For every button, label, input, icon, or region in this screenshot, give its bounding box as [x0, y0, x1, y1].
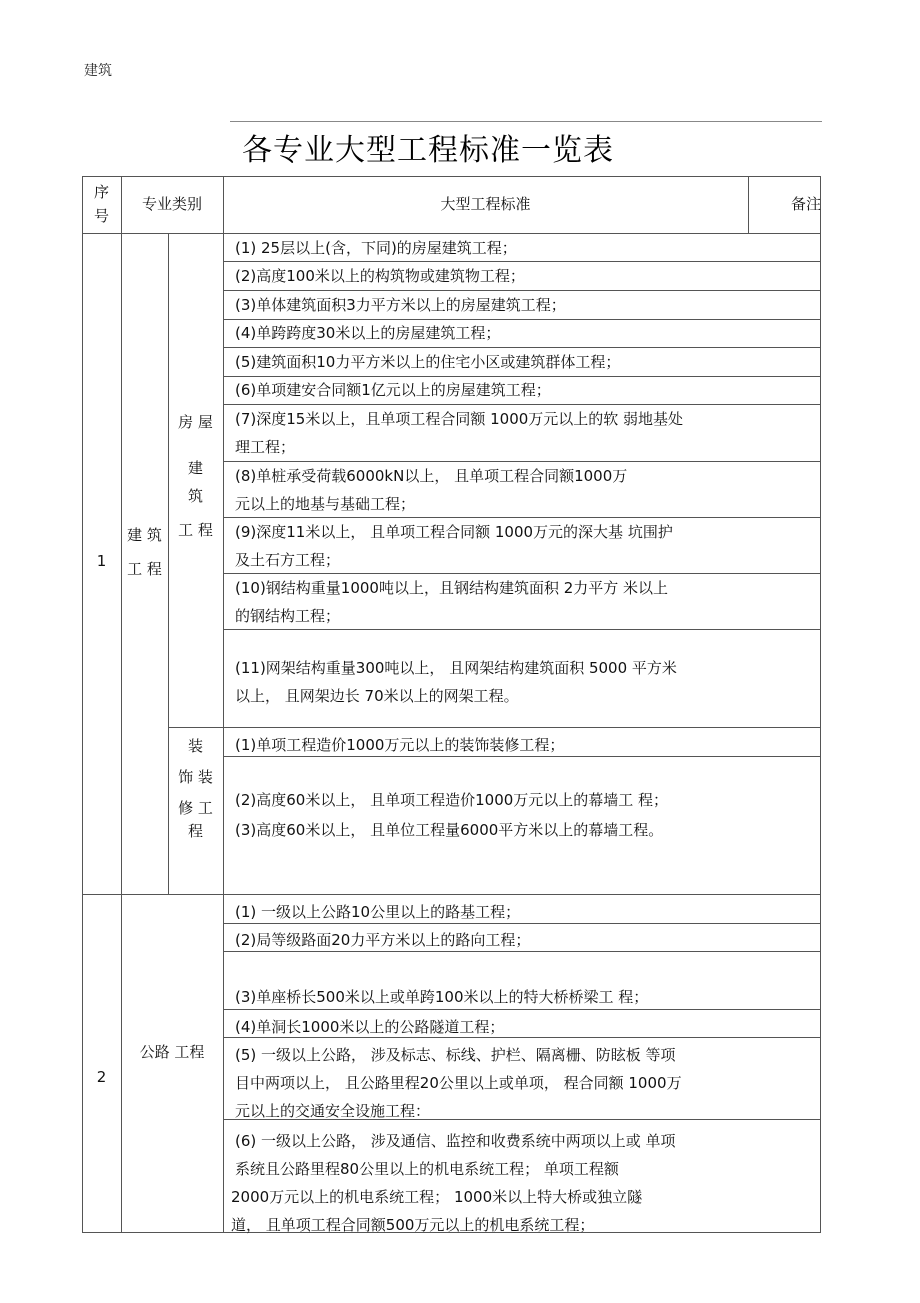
standard-item: (3)单座桥长500米以上或单跨100米以上的特大桥桥梁工 程；	[235, 988, 649, 1006]
section2-category: 公路 工程	[139, 1043, 205, 1061]
section1-seq: 1	[96, 552, 107, 570]
subsection-divider	[168, 727, 821, 728]
section1-category: 建 筑 工 程	[127, 526, 162, 578]
standard-item: (4)单洞长1000米以上的公路隧道工程；	[235, 1018, 505, 1036]
page-title: 各专业大型工程标准一览表	[242, 133, 614, 168]
standard-col-left	[223, 176, 224, 1233]
header-remark: 备注	[790, 195, 821, 213]
document-header-label: 建筑	[84, 63, 112, 79]
standard-item: (2)高度100米以上的构筑物或建筑物工程；	[235, 267, 525, 285]
standard-item: (3)单体建筑面积3力平方米以上的房屋建筑工程；	[235, 296, 566, 314]
header-category: 专业类别	[141, 195, 202, 213]
section2-seq: 2	[96, 1068, 107, 1086]
standard-item: (8)单桩承受荷载6000kN以上， 且单项工程合同额1000万 元以上的地基与基础工程；	[235, 467, 628, 513]
standard-item: (5)建筑面积10力平方米以上的住宅小区或建筑群体工程；	[235, 353, 621, 371]
standard-item: (1) 25层以上(含，下同)的房屋建筑工程；	[235, 239, 517, 257]
section1-row-divider	[223, 629, 821, 630]
standard-item: (6) 一级以上公路， 涉及通信、监控和收费系统中两项以上或 单项 系统且公路里程80公里以上的机电系统工程； 单项工程额 2000万元以上的机电系统工程； 1000米以上特大桥或独立隧 道， 且单项工程合同额500万元以上的机电系统工程；	[231, 1132, 676, 1234]
standards-table	[82, 176, 821, 1233]
standard-item: (4)单跨跨度30米以上的房屋建筑工程；	[235, 324, 501, 342]
section1-bottom	[82, 894, 821, 895]
subsection-building-name: 房 屋 建 筑 工 程	[178, 413, 213, 539]
header-seq: 序 号	[93, 183, 109, 225]
header-rule	[230, 121, 822, 122]
table-border-right	[820, 176, 821, 1233]
subsection-decoration-name: 装 饰 装 修 工 程	[178, 737, 213, 840]
standard-item: (3)高度60米以上， 且单位工程量6000平方米以上的幕墙工程。	[235, 821, 664, 839]
standard-item: (11)网架结构重量300吨以上， 且网架结构建筑面积 5000 平方米 以上， 且网架边长 70米以上的网架工程。	[235, 659, 677, 705]
standard-item: (10)钢结构重量1000吨以上，且钢结构建筑面积 2力平方 米以上 的钢结构工程；	[235, 579, 669, 625]
table-border-top	[82, 176, 821, 177]
standard-item: (1) 一级以上公路10公里以上的路基工程；	[235, 903, 521, 921]
standard-item: (5) 一级以上公路， 涉及标志、标线、护栏、隔离栅、防眩板 等项 目中两项以上， 且公路里程20公里以上或单项， 程合同额 1000万 元以上的交通安全设施工程：	[235, 1046, 682, 1120]
standard-item: (2)局等级路面20力平方米以上的路向工程；	[235, 931, 531, 949]
header-standard: 大型工程标准	[440, 195, 531, 213]
standard-item: (6)单项建安合同额1亿元以上的房屋建筑工程；	[235, 381, 551, 399]
standard-item: (7)深度15米以上，且单项工程合同额 1000万元以上的软 弱地基处 理工程；	[235, 410, 684, 456]
standard-item: (9)深度11米以上， 且单项工程合同额 1000万元的深大基 坑围护 及土石方工程；	[235, 523, 673, 569]
standard-item: (2)高度60米以上， 且单项工程造价1000万元以上的幕墙工 程；	[235, 791, 669, 809]
standard-item: (1)单项工程造价1000万元以上的装饰装修工程；	[235, 736, 565, 754]
